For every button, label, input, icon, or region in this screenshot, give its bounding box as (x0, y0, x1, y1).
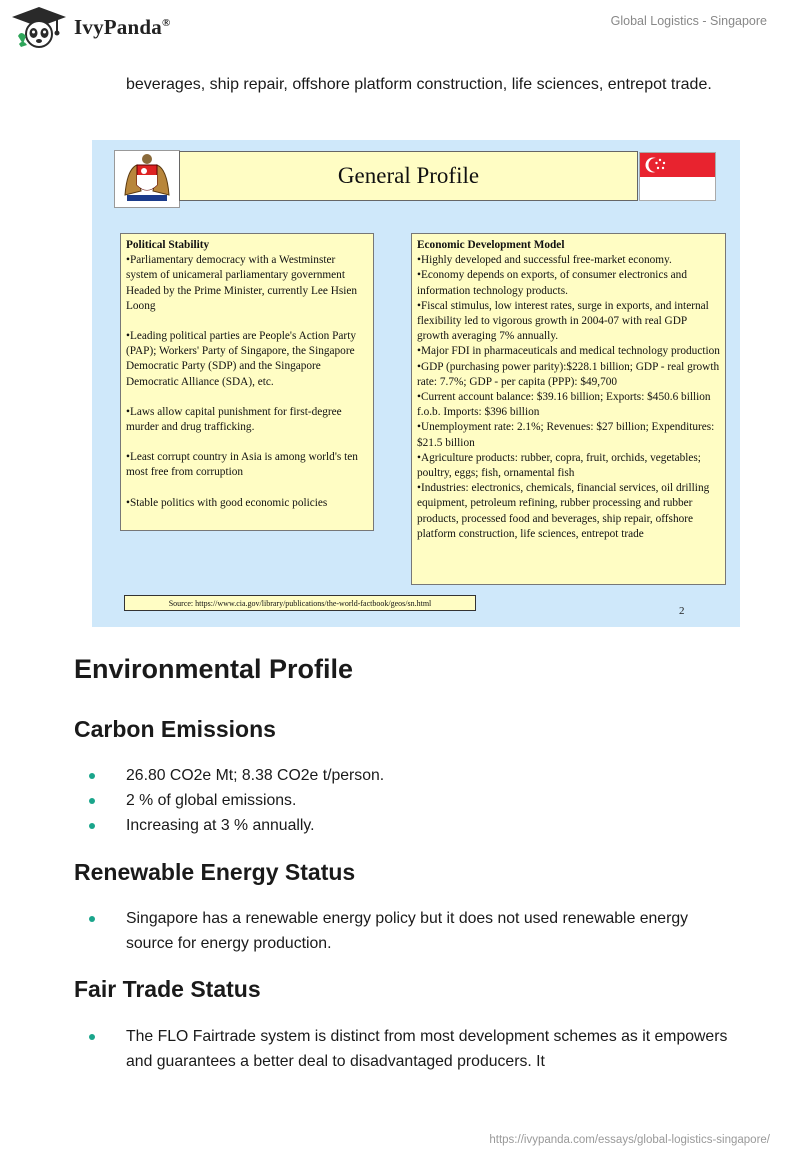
political-stability-heading: Political Stability (126, 239, 210, 251)
political-item: •Least corrupt country in Asia is among world's ten most free from corruption (126, 451, 358, 479)
slide-page-number: 2 (679, 605, 685, 617)
carbon-emissions-list (74, 763, 734, 838)
slide-source: Source: https://www.cia.gov/library/publications/the-world-factbook/geos/sn.html (124, 595, 476, 611)
political-stability-box (120, 233, 374, 531)
singapore-flag-icon (639, 152, 716, 201)
fair-trade-list (74, 1024, 734, 1074)
slide-title: General Profile (179, 151, 638, 201)
political-item: •Stable politics with good economic policies (126, 496, 328, 509)
economic-item: •Agriculture products: rubber, copra, fruit, orchids, vegetables; poultry, eggs; fish, ornamental fish (417, 451, 701, 480)
brand-name: IvyPanda (74, 14, 162, 39)
profile-slide (92, 140, 740, 627)
list-item: 26.80 CO2e Mt; 8.38 CO2e t/person. (74, 763, 734, 788)
carbon-emissions-heading: Carbon Emissions (74, 716, 276, 742)
economic-item: •Highly developed and successful free-market economy. (417, 254, 672, 267)
source-url-link[interactable]: https://ivypanda.com/essays/global-logistics-singapore/ (489, 1134, 770, 1146)
economic-item: •Economy depends on exports, of consumer electronics and information technology products. (417, 269, 687, 297)
renewable-energy-list (74, 906, 734, 956)
political-item: •Leading political parties are People's Action Party (PAP); Workers' Party of Singapore, the Singapore Democratic Party (SDP) and the Singapore Democratic Alliance (SDA), etc. (126, 330, 356, 388)
brand-logo[interactable] (10, 6, 170, 48)
intro-paragraph: beverages, ship repair, offshore platform construction, life sciences, entrepot trade. (126, 76, 712, 93)
panda-graduate-icon (10, 6, 68, 48)
economic-item: •Major FDI in pharmaceuticals and medical technology production (417, 345, 720, 358)
economic-item: •GDP (purchasing power parity):$228.1 billion; GDP - real growth rate: 7.7%; GDP - per capita (PPP): $49,700 (417, 360, 720, 388)
economic-item: •Unemployment rate: 2.1%; Revenues: $27 billion; Expenditures: $21.5 billion (417, 421, 715, 449)
economic-item: •Current account balance: $39.16 billion; Exports: $450.6 billion f.o.b. Imports: $396 billion (417, 391, 711, 419)
fair-trade-heading: Fair Trade Status (74, 976, 261, 1002)
document-title: Global Logistics - Singapore (610, 14, 767, 28)
environmental-profile-heading: Environmental Profile (74, 654, 354, 684)
renewable-energy-heading: Renewable Energy Status (74, 859, 356, 885)
political-item: •Laws allow capital punishment for first-degree murder and drug trafficking. (126, 405, 342, 434)
registered-mark: ® (161, 16, 171, 29)
list-item: Singapore has a renewable energy policy but it does not used renewable energy source for energy production. (74, 906, 734, 956)
list-item: The FLO Fairtrade system is distinct from most development schemes as it empowers and guarantees a better deal to disadvantaged producers. It (74, 1024, 734, 1074)
list-item: 2 % of global emissions. (74, 788, 734, 813)
economic-item: •Industries: electronics, chemicals, financial services, oil drilling equipment, petroleum refining, rubber processing and rubber products, processed food and beverages, ship repair, offshore platform construction, life sciences, entrepot trade (417, 482, 710, 540)
singapore-coat-of-arms-icon (114, 150, 180, 208)
list-item: Increasing at 3 % annually. (74, 813, 734, 838)
economic-model-heading: Economic Development Model (417, 239, 565, 251)
economic-model-box (411, 233, 726, 585)
political-item: •Parliamentary democracy with a Westminster system of unicameral parliamentary government Headed by the Prime Minister, currently Lee Hsien Loong (126, 254, 358, 312)
economic-item: •Fiscal stimulus, low interest rates, surge in exports, and internal flexibility led to vigorous growth in 2004-07 with real GDP growth averaging 7% annually. (417, 299, 709, 343)
